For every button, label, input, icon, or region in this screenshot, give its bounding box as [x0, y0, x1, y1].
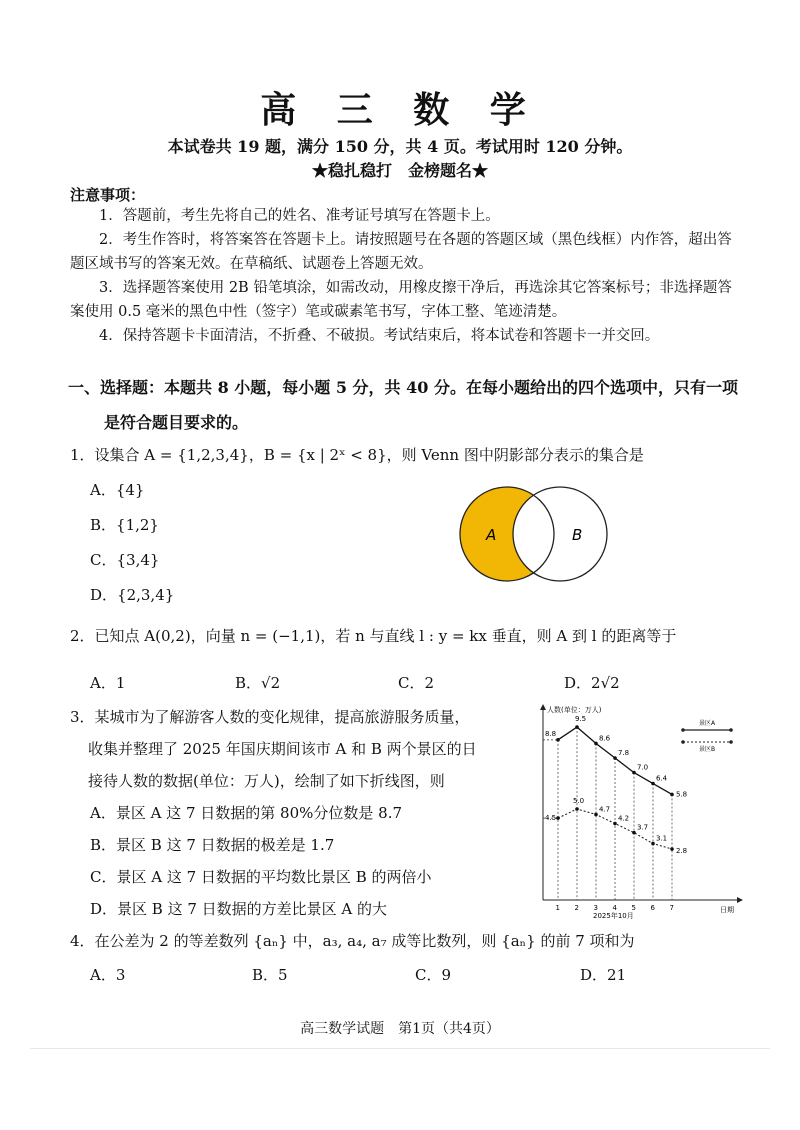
q4-option-a: A．3 [90, 966, 126, 984]
x-axis-label: 日期 [720, 906, 734, 914]
x-tick-label: 3 [593, 904, 598, 912]
data-label-a: 7.8 [618, 749, 630, 758]
section-heading-cont: 是符合题目要求的。 [104, 413, 249, 432]
data-label-a: 7.0 [637, 763, 649, 772]
question-1: 1．设集合 A = {1,2,3,4}，B = {x | 2ˣ < 8}，则 Venn 图中阴影部分表示的集合是 [70, 446, 644, 464]
data-point-b [651, 842, 655, 846]
x-tick-label: 7 [669, 904, 674, 912]
venn-label-a: A [486, 526, 497, 544]
question-3-line-2: 收集并整理了 2025 年国庆期间该市 A 和 B 两个景区的日 [88, 740, 477, 758]
note-item-2: 2．考生作答时，将答案答在答题卡上。请按照题号在各题的答题区域（黑色线框）内作答，超出答题区域书写的答案无效。在草稿纸、试题卷上答题无效。 [70, 232, 732, 272]
data-label-b: 3.7 [637, 823, 649, 832]
x-tick-label: 1 [555, 904, 560, 912]
x-tick-label: 6 [650, 904, 655, 912]
data-point-b [556, 816, 560, 820]
y-axis-label: 人数(单位：万人) [547, 706, 602, 714]
data-point-b [632, 831, 636, 835]
note-item-4: 4．保持答题卡卡面清洁，不折叠、不破损。考试结束后，将本试卷和答题卡一并交回。 [99, 328, 660, 344]
footer-divider [30, 1048, 770, 1049]
q3-option-d: D．景区 B 这 7 日数据的方差比景区 A 的大 [90, 900, 388, 918]
section-heading: 一、选择题：本题共 8 小题，每小题 5 分，共 40 分。在每小题给出的四个选项中，只有一项 [68, 378, 738, 397]
q2-option-a: A．1 [90, 674, 126, 692]
q3-option-c: C．景区 A 这 7 日数据的平均数比景区 B 的两倍小 [90, 868, 432, 886]
data-label-b: 4.5 [545, 814, 557, 823]
question-2: 2．已知点 A(0,2)，向量 n = (−1,1)，若 n 与直线 l : y = kx 垂直，则 A 到 l 的距离等于 [70, 627, 677, 645]
q1-option-b: B．{1,2} [90, 516, 159, 534]
series-line-a [558, 727, 672, 794]
data-point-b [575, 807, 579, 811]
data-point-a [556, 738, 560, 742]
data-label-b: 4.2 [618, 814, 630, 823]
q1-option-d: D．{2,3,4} [90, 586, 175, 604]
q1-option-c: C．{3,4} [90, 551, 160, 569]
data-point-a [594, 742, 598, 746]
q4-option-d: D．21 [580, 966, 627, 984]
question-4: 4．在公差为 2 的等差数列 {aₙ} 中，a₃, a₄, a₇ 成等比数列，则 {aₙ} 的前 7 项和为 [70, 932, 635, 950]
q3-option-a: A．景区 A 这 7 日数据的第 80%分位数是 8.7 [90, 804, 403, 822]
question-3-line-3: 接待人数的数据(单位：万人)，绘制了如下折线图，则 [88, 772, 445, 790]
page-footer: 高三数学试题 第1页（共4页） [300, 1021, 500, 1037]
legend-label-a: 景区A [699, 720, 716, 727]
q4-option-c: C．9 [415, 966, 452, 984]
legend-marker-b [681, 740, 685, 744]
legend-marker-a-end [729, 728, 733, 732]
data-point-b [594, 813, 598, 817]
legend-marker-a [681, 728, 685, 732]
data-point-a [651, 782, 655, 786]
data-point-a [670, 793, 674, 797]
venn-diagram [450, 472, 620, 592]
notes-heading: 注意事项： [70, 186, 146, 204]
data-point-a [632, 771, 636, 775]
q2-option-d: D．2√2 [564, 674, 620, 692]
data-label-b: 3.1 [656, 834, 668, 843]
data-label-a: 9.5 [575, 715, 587, 724]
data-label-b: 2.8 [676, 847, 688, 856]
legend [681, 719, 733, 753]
y-axis-arrow [540, 704, 546, 710]
q2-option-b: B．√2 [235, 674, 281, 692]
question-3-line-1: 3．某城市为了解游客人数的变化规律，提高旅游服务质量， [70, 708, 470, 726]
venn-label-b: B [572, 526, 583, 544]
motto: ★稳扎稳打 金榜题名★ [311, 161, 488, 180]
page-title: 高 三 数 学 [260, 89, 540, 131]
data-label-a: 5.8 [676, 790, 688, 799]
legend-marker-b-end [729, 740, 733, 744]
x-tick-label: 5 [631, 904, 636, 912]
data-point-a [575, 725, 579, 729]
q3-option-b: B．景区 B 这 7 日数据的极差是 1.7 [90, 836, 335, 854]
data-point-b [613, 822, 617, 826]
x-axis-arrow [737, 897, 743, 903]
line-chart [515, 700, 745, 925]
note-item-3: 3．选择题答案使用 2B 铅笔填涂，如需改动，用橡皮擦干净后，再选涂其它答案标号；非选择题答案使用 0.5 毫米的黑色中性（签字）笔或碳素笔书写，字体工整、笔迹清楚。 [70, 280, 732, 320]
x-tick-label: 4 [612, 904, 617, 912]
note-item-1: 1．答题前，考生先将自己的姓名、准考证号填写在答题卡上。 [99, 208, 500, 224]
data-label-a: 8.6 [599, 734, 611, 743]
data-label-a: 6.4 [656, 774, 668, 783]
x-tick-label: 2 [574, 904, 579, 912]
data-label-a: 8.8 [545, 729, 557, 738]
x-axis-caption: 2025年10月 [593, 912, 634, 920]
data-point-b [670, 847, 674, 851]
data-label-b: 4.7 [599, 805, 611, 814]
data-label-b: 5.0 [573, 797, 585, 805]
legend-label-b: 景区B [699, 746, 716, 753]
q4-option-b: B．5 [252, 966, 288, 984]
exam-info: 本试卷共 19 题，满分 150 分，共 4 页。考试用时 120 分钟。 [167, 137, 633, 156]
q1-option-a: A．{4} [90, 481, 145, 499]
data-point-a [613, 756, 617, 760]
q2-option-c: C．2 [398, 674, 435, 692]
